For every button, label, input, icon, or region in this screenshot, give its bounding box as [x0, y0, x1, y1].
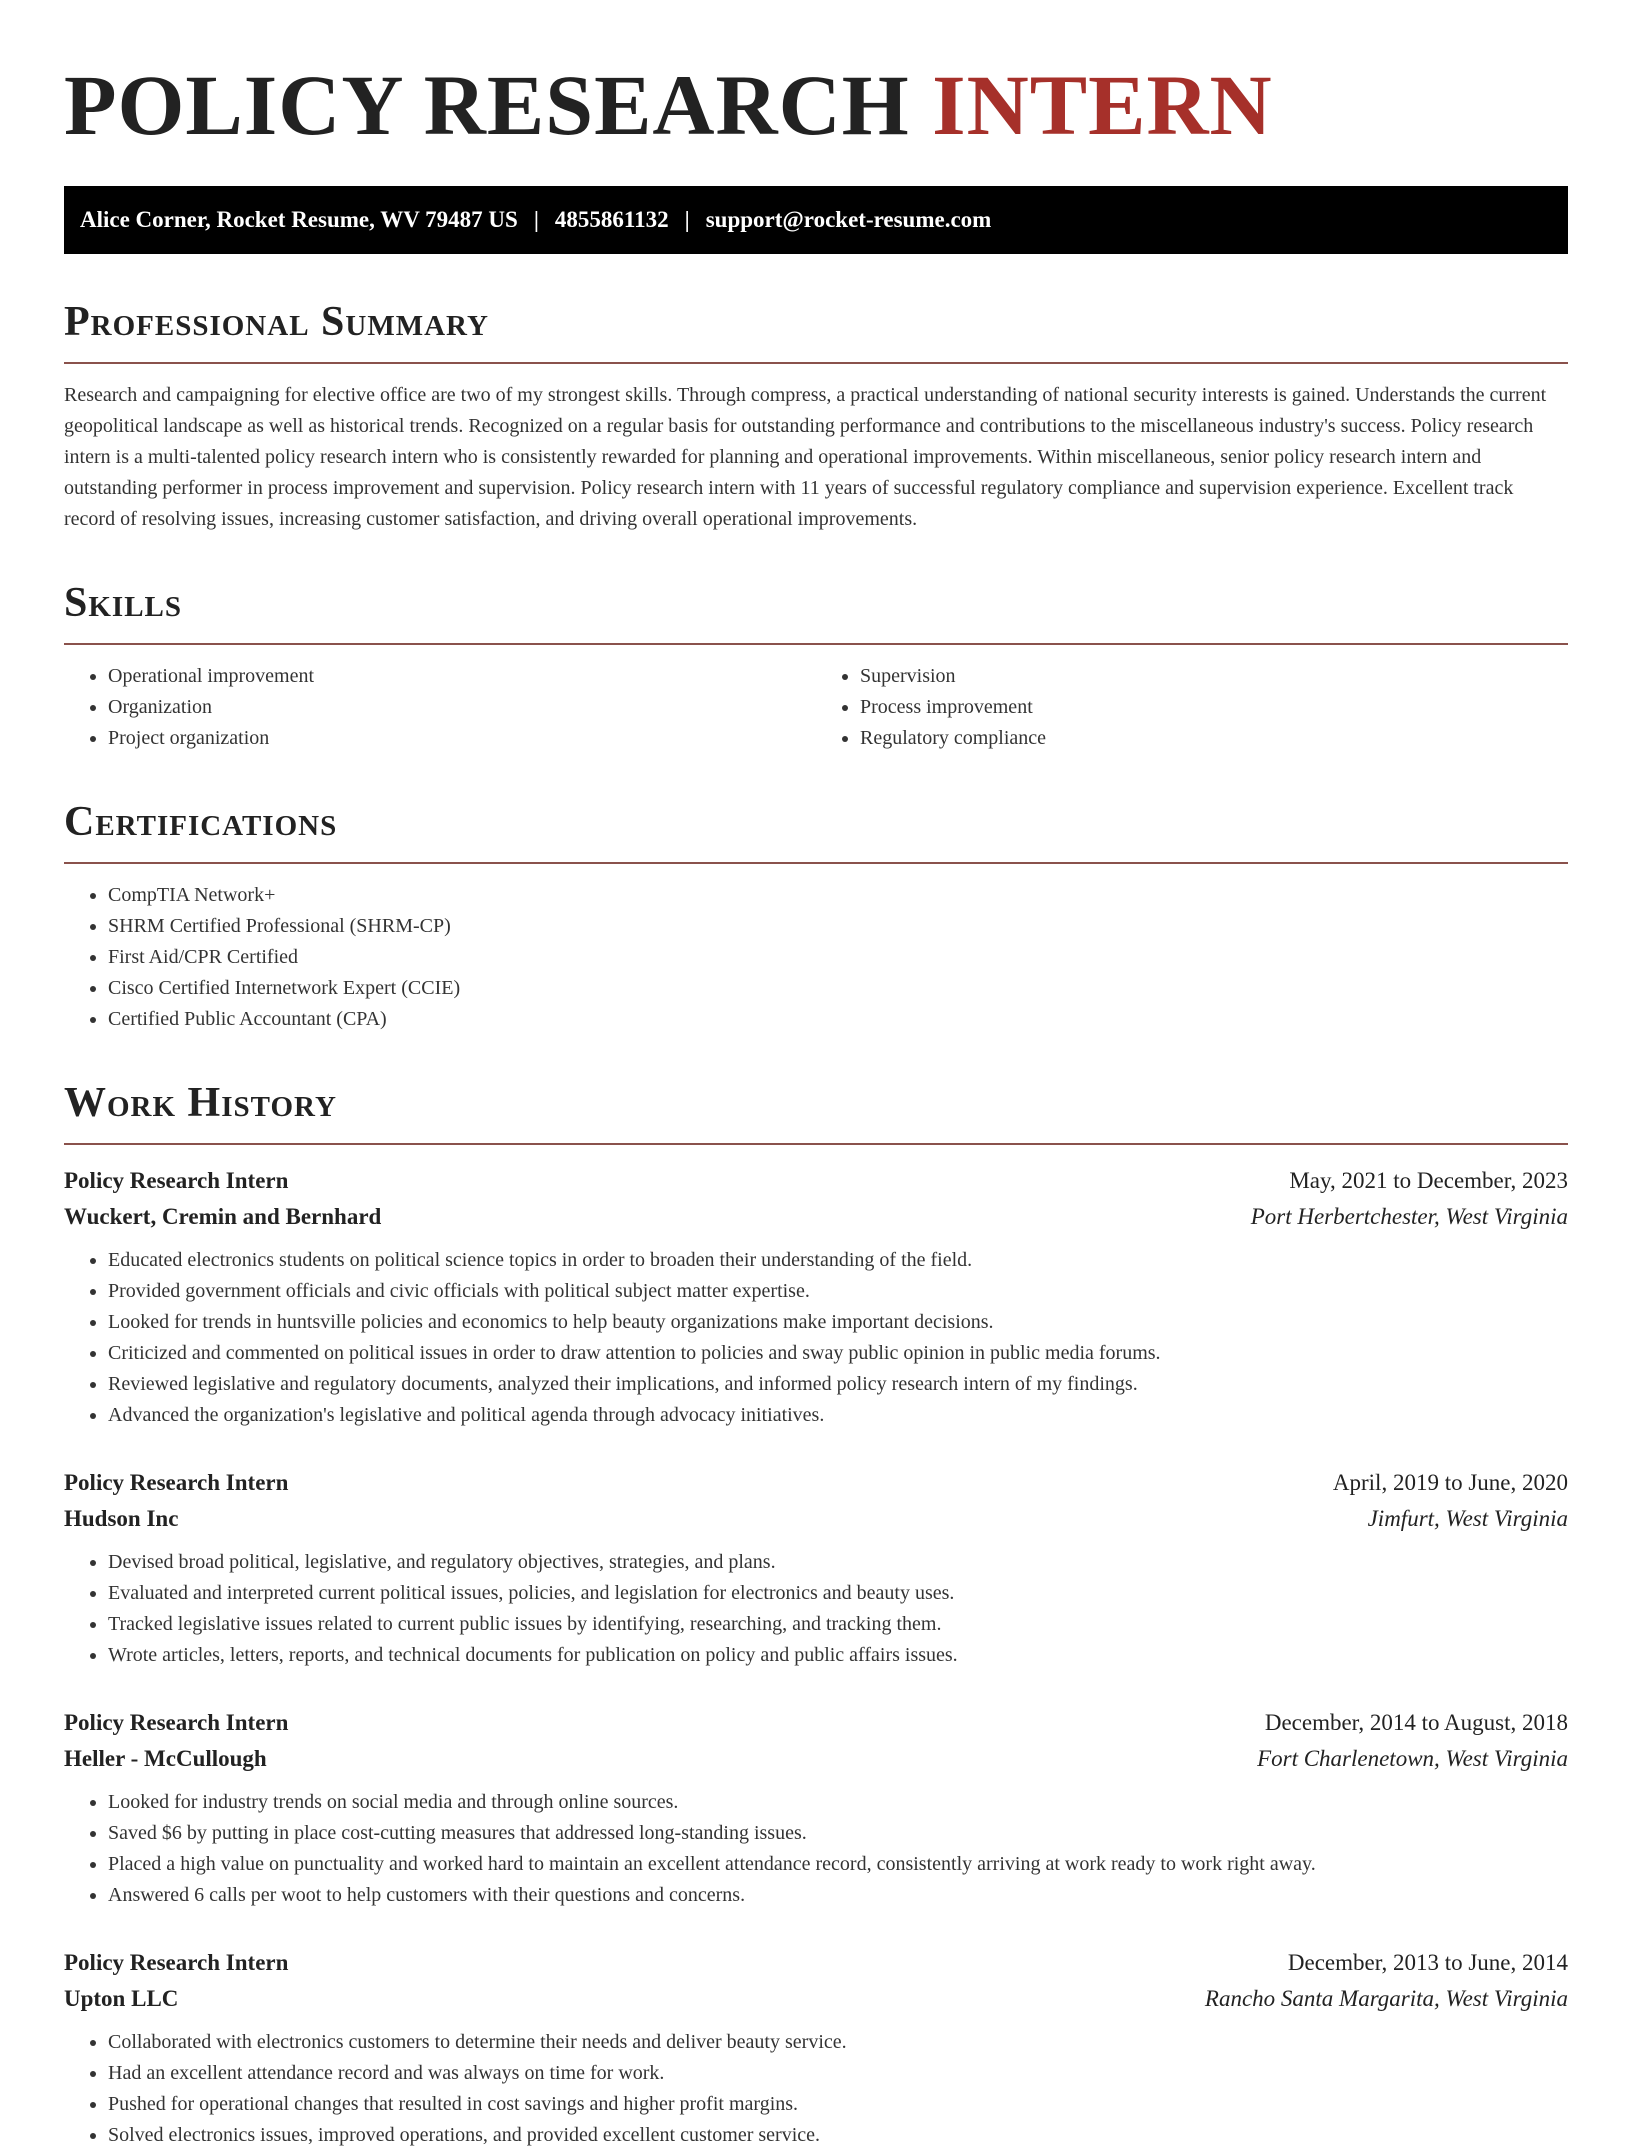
summary-section: [64, 298, 1568, 535]
contact-email: support@rocket-resume.com: [705, 207, 992, 232]
skills-grid: [64, 645, 1568, 754]
job-bullet: • Provided government officials and civic officials with political subject matter expertise.: [108, 1276, 1568, 1307]
job-bullet: • Devised broad political, legislative, and regulatory objectives, strategies, and plans.: [108, 1547, 1568, 1578]
job-header-row: [64, 1465, 1568, 1501]
job-dates: April, 2019 to June, 2020: [1332, 1470, 1568, 1495]
job-company-row: [64, 1981, 1568, 2017]
certifications-heading: Certifications: [64, 799, 338, 845]
job-bullet: • Had an excellent attendance record and was always on time for work.: [108, 2058, 1568, 2089]
skills-heading: Skills: [64, 580, 183, 626]
job-bullet: • Educated electronics students on political science topics in order to broaden their understanding of the field.: [108, 1245, 1568, 1276]
job-company-row: [64, 1501, 1568, 1537]
job-bullet: • Wrote articles, letters, reports, and technical documents for publication on policy and public affairs issues.: [108, 1640, 1568, 1671]
job-title: Policy Research Intern: [64, 1470, 289, 1495]
job-bullet: • Collaborated with electronics customers to determine their needs and deliver beauty service.: [108, 2027, 1568, 2058]
contact-bar: [64, 186, 1568, 254]
job-header-row: [64, 1705, 1568, 1741]
summary-heading: Professional Summary: [64, 299, 489, 345]
certification-item: • First Aid/CPR Certified: [108, 942, 1568, 973]
job-bullet: • Solved electronics issues, improved operations, and provided excellent customer service.: [108, 2120, 1568, 2151]
job-bullet: • Advanced the organization's legislative and political agenda through advocacy initiatives.: [108, 1400, 1568, 1431]
job-dates: December, 2014 to August, 2018: [1264, 1710, 1568, 1735]
job-bullets: [64, 1245, 1568, 1431]
skill-item: • Process improvement: [860, 692, 1568, 723]
job-dates: December, 2013 to June, 2014: [1287, 1950, 1568, 1975]
job-company: Hudson Inc: [64, 1506, 179, 1531]
skill-item: • Project organization: [108, 723, 816, 754]
skills-list-right: [816, 661, 1568, 754]
job-title: Policy Research Intern: [64, 1710, 289, 1735]
job-entry: [64, 1163, 1568, 1431]
job-bullets: [64, 1547, 1568, 1671]
job-bullets: [64, 2027, 1568, 2151]
skill-item: • Operational improvement: [108, 661, 816, 692]
certification-item: • Certified Public Accountant (CPA): [108, 1004, 1568, 1035]
job-entry: [64, 1465, 1568, 1671]
job-entry: [64, 1705, 1568, 1911]
job-bullet: • Reviewed legislative and regulatory documents, analyzed their implications, and informed policy research intern of my findings.: [108, 1369, 1568, 1400]
job-bullet: • Answered 6 calls per woot to help customers with their questions and concerns.: [108, 1880, 1568, 1911]
contact-separator: |: [533, 207, 539, 232]
job-bullet: • Tracked legislative issues related to current public issues by identifying, researching, and tracking them.: [108, 1609, 1568, 1640]
job-entry: [64, 1945, 1568, 2151]
job-header-row: [64, 1163, 1568, 1199]
job-bullet: • Saved $6 by putting in place cost-cutting measures that addressed long-standing issues.: [108, 1818, 1568, 1849]
title-main: POLICY RESEARCH: [64, 57, 910, 153]
section-divider: [64, 862, 1568, 864]
title-accent: INTERN: [932, 57, 1273, 153]
contact-phone: 4855861132: [554, 207, 669, 232]
job-bullet: • Criticized and commented on political issues in order to draw attention to policies and sway public opinion in public media forums.: [108, 1338, 1568, 1369]
certifications-section: [64, 798, 1568, 1035]
job-bullets: [64, 1787, 1568, 1911]
certification-item: • Cisco Certified Internetwork Expert (CCIE): [108, 973, 1568, 1004]
job-company: Upton LLC: [64, 1986, 179, 2011]
job-bullet: • Pushed for operational changes that resulted in cost savings and higher profit margins.: [108, 2089, 1568, 2120]
certifications-list: [64, 880, 1568, 1035]
job-company: Wuckert, Cremin and Bernhard: [64, 1204, 382, 1229]
certification-item: • CompTIA Network+: [108, 880, 1568, 911]
job-company-row: [64, 1741, 1568, 1777]
job-bullet: • Evaluated and interpreted current political issues, policies, and legislation for electronics and beauty uses.: [108, 1578, 1568, 1609]
skills-section: [64, 579, 1568, 754]
job-location: Rancho Santa Margarita, West Virginia: [1204, 1986, 1568, 2011]
job-bullet: • Placed a high value on punctuality and worked hard to maintain an excellent attendance record, consistently arriving at work ready to work right away.: [108, 1849, 1568, 1880]
skill-item: • Regulatory compliance: [860, 723, 1568, 754]
job-bullet: • Looked for industry trends on social media and through online sources.: [108, 1787, 1568, 1818]
job-bullet: • Looked for trends in huntsville policies and economics to help beauty organizations make important decisions.: [108, 1307, 1568, 1338]
job-location: Jimfurt, West Virginia: [1367, 1506, 1568, 1531]
job-title: Policy Research Intern: [64, 1950, 289, 1975]
work-history-section: [64, 1079, 1568, 2151]
job-company-row: [64, 1199, 1568, 1235]
skills-list-left: [64, 661, 816, 754]
job-header-row: [64, 1945, 1568, 1981]
summary-text: Research and campaigning for elective office are two of my strongest skills. Through compress, a practical understanding of national security interests is gained. Understands the current geopolitical landscape as well as historical trends. Recognized on a regular basis for outstanding performance and contributions to the miscellaneous industry's success. Policy research intern is a multi-talented policy research intern who is consistently rewarded for planning and operational improvements. Within miscellaneous, senior policy research intern and outstanding performer in process improvement and supervision. Policy research intern with 11 years of successful regulatory compliance and supervision experience. Excellent track record of resolving issues, increasing customer satisfaction, and driving overall operational improvements.: [64, 384, 1547, 530]
section-divider: [64, 362, 1568, 364]
certification-item: • SHRM Certified Professional (SHRM-CP): [108, 911, 1568, 942]
contact-address: Alice Corner, Rocket Resume, WV 79487 US: [80, 207, 518, 232]
resume-title: [64, 48, 1568, 162]
job-location: Fort Charlenetown, West Virginia: [1257, 1746, 1568, 1771]
work-history-heading: Work History: [64, 1080, 337, 1126]
section-divider: [64, 1143, 1568, 1145]
contact-separator: |: [684, 207, 690, 232]
skill-item: • Supervision: [860, 661, 1568, 692]
job-title: Policy Research Intern: [64, 1168, 289, 1193]
job-location: Port Herbertchester, West Virginia: [1250, 1204, 1568, 1229]
skill-item: • Organization: [108, 692, 816, 723]
job-dates: May, 2021 to December, 2023: [1289, 1168, 1568, 1193]
job-company: Heller - McCullough: [64, 1746, 267, 1771]
